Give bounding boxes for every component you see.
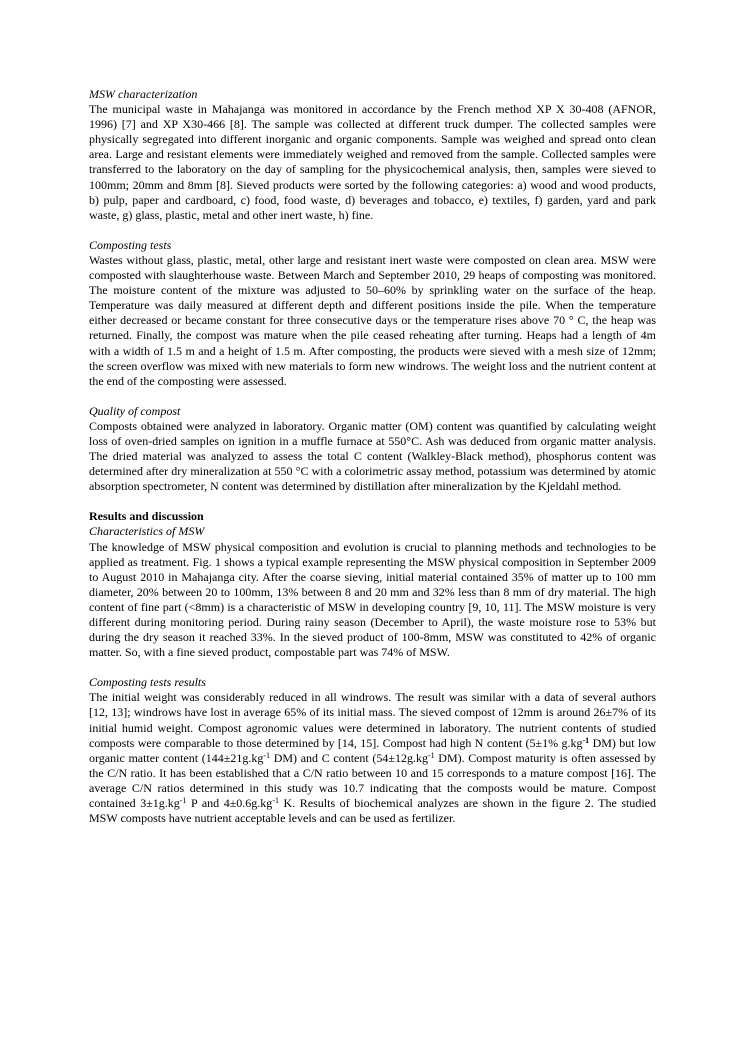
subsection-title: Characteristics of MSW — [89, 524, 205, 539]
paragraph: The knowledge of MSW physical composition and evolution is crucial to planning methods and technologies to be applied as treatment. Fig. 1 shows a typical example representing the MSW physical composition in September 2009 to August 2010 in Mahajanga city. After the coarse sieving, initial material contained 35% of matter up to 100 mm diameter, 20% between 20 to 100mm, 13% between 8 and 20 mm and 32% less than 8 mm of dry material. The high content of fine part (<8mm) is a characteristic of MSW in developing country [9, 10, 11]. The MSW moisture is very different during monitoring period. During rainy season (December to April), the waste moisture rose to 53% but during the dry season it reached 33%. In the sieved product of 100-8mm, MSW was constituted to 42% of organic matter. So, with a fine sieved product, compostable part was 74% of MSW. — [89, 539, 656, 660]
section-msw-characterization — [89, 87, 656, 223]
text-run: DM). Compost maturity is often assessed by the C/N ratio. It has been established that a C/N ratio between 10 and 15 corresponds to a mature compost [16]. The average C/N ratios determined in this study was 10.7 indicating that the composts would be mature. Compost contained 3±1g.kg — [89, 750, 656, 811]
subsection-title: Composting tests — [89, 237, 172, 252]
section-results-and-discussion — [89, 509, 656, 660]
text-run: The initial weight was considerably reduced in all windrows. The result was similar with a data of several authors [12, 13]; windrows have lost in average 65% of its initial mass. The sieved compost of 12mm is around 26±7% of its initial humid weight. Compost agronomic values were determined in laboratory. The nutrient contents of studied composts were comparable to those determined by [14, 15]. Compost had high N content (5±1% g.kg — [89, 690, 656, 750]
text-run: K. Results of biochemical analyzes are shown in the figure 2. The studied MSW composts have nutrient acceptable levels and can be used as fertilizer. — [89, 796, 657, 826]
paragraph: Wastes without glass, plastic, metal, other large and resistant inert waste were composted on clean area. MSW were composted with slaughterhouse waste. Between March and September 2010, 29 heaps of composting was monitored. The moisture content of the mixture was adjusted to 50–60% by sprinkling water on the surface of the heap. Temperature was daily measured at different depth and different positions inside the pile. When the temperature either decreased or became constant for three consecutive days or the temperature rises above 70 ° C, the heap was returned. Finally, the compost was mature when the pile ceased reheating after turning. Heaps had a length of 4m with a width of 1.5 m and a height of 1.5 m. After composting, the products were sieved with a mesh size of 12mm; the screen overflow was mixed with new materials to form new windrows. The weight loss and the nutrient content at the end of the composting were assessed. — [89, 252, 656, 388]
text-run: DM) and C content (54±12g.kg — [270, 750, 428, 765]
superscript: -1 — [272, 796, 279, 806]
document-page — [89, 87, 656, 841]
paragraph: The municipal waste in Mahajanga was monitored in accordance by the French method XP X 30-408 (AFNOR, 1996) [7] and XP X30-466 [8]. The sample was collected at different truck dumper. The collected samples were physically segregated into different inorganic and organic components. Sample was weighed and spread onto clean area. Large and resistant elements were immediately weighed and removed from the sample. Collected samples were transferred to the laboratory on the day of sampling for the physicochemical analysis, then, samples were sieved to 100mm; 20mm and 8mm [8]. Sieved products were sorted by the following categories: a) wood and wood products, b) pulp, paper and cardboard, c) food, food waste, d) beverages and tobacco, e) textiles, f) garden, yard and park waste, g) glass, plastic, metal and other inert waste, h) fine. — [89, 102, 656, 222]
superscript: -1 — [179, 796, 187, 806]
subsection-title: Quality of compost — [89, 403, 181, 418]
section-composting-tests — [89, 238, 656, 389]
paragraph — [89, 690, 656, 826]
section-heading: Results and discussion — [89, 509, 204, 524]
section-quality-of-compost — [89, 404, 656, 495]
superscript: -1 — [427, 750, 435, 760]
text-run: P and 4±0.6g.kg — [186, 796, 273, 811]
text-run: DM) but low organic matter content (144±21g.kg — [89, 735, 656, 765]
superscript: -1 — [582, 735, 590, 745]
subsection-title: MSW characterization — [89, 87, 198, 101]
section-composting-tests-results — [89, 675, 656, 826]
superscript: -1 — [263, 750, 271, 760]
paragraph: Composts obtained were analyzed in laboratory. Organic matter (OM) content was quantified by calculating weight loss of oven-dried samples on ignition in a muffle furnace at 550°C. Ash was deduced from organic matter analysis. The dried material was analyzed to assess the total C content (Walkley-Black method), phosphorus content was determined after dry mineralization at 550 °C with a colorimetric assay method, potassium was determined by atomic absorption spectrometer, N content was determined by distillation after mineralization by the Kjeldahl method. — [89, 418, 656, 494]
subsection-title: Composting tests results — [89, 675, 206, 690]
